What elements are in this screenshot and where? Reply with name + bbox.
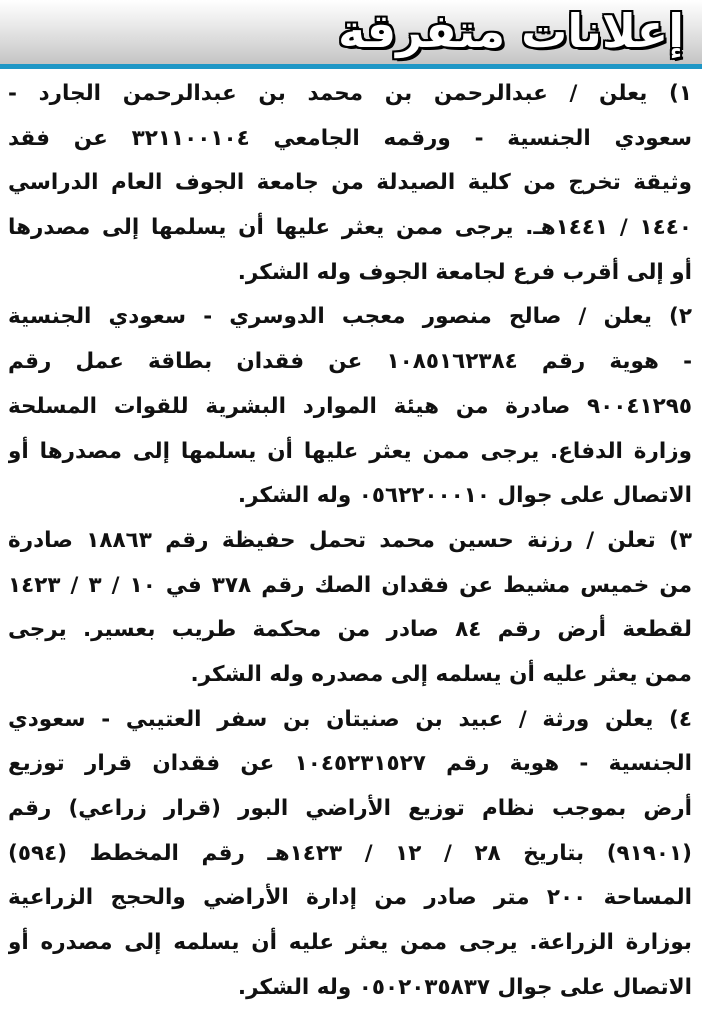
ad-line: ٩٠٠٤١٢٩٥ صادرة من هيئة الموارد البشرية للقوات المسلحة — [8, 393, 692, 419]
classified-ad-4 — [8, 698, 692, 1010]
ad-line: الاتصال على جوال ٠٥٦٢٢٠٠٠١٠ وله الشكر. — [237, 483, 692, 509]
ad-line: أو إلى أقرب فرع لجامعة الجوف وله الشكر. — [237, 259, 692, 285]
section-title: إعلانات متفرقة — [338, 4, 684, 58]
ad-line: سعودي الجنسية - ورقمه الجامعي ٣٢١١٠٠١٠٤ عن فقد — [8, 125, 692, 151]
ad-line: المساحة ٢٠٠ متر صادر من إدارة الأراضي والحجج الزراعية — [8, 885, 692, 911]
ad-line: (٩١٩٠١) بتاريخ ٢٨ / ١٢ / ١٤٢٣هـ رقم المخطط (٥٩٤) — [8, 840, 692, 866]
ad-line: لقطعة أرض رقم ٨٤ صادر من محكمة طريب بعسير. يرجى — [8, 617, 692, 643]
ad-line: ٤) يعلن ورثة / عبيد بن صنيتان بن سفر العتيبي - سعودي — [8, 706, 692, 732]
ad-line: ممن يعثر عليه أن يسلمه إلى مصدره وله الشكر. — [190, 661, 692, 687]
ad-line: بوزارة الزراعة. يرجى ممن يعثر عليه أن يسلمه إلى مصدره أو — [8, 930, 692, 956]
ad-line: الاتصال على جوال ٠٥٠٢٠٣٥٨٣٧ وله الشكر. — [237, 974, 692, 1000]
ad-line: ١٤٤٠ / ١٤٤١هـ. يرجى ممن يعثر عليها أن يسلمها إلى مصدرها — [8, 215, 692, 241]
ad-line: من خميس مشيط عن فقدان الصك رقم ٣٧٨ في ١٠ / ٣ / ١٤٢٣ — [8, 572, 692, 598]
section-header — [0, 0, 702, 64]
ad-line: أرض بموجب نظام توزيع الأراضي البور (قرار زراعي) رقم — [8, 796, 692, 821]
ad-line: وثيقة تخرج من كلية الصيدلة من جامعة الجوف العام الدراسي — [8, 170, 692, 196]
ad-line: ٣) تعلن / رزنة حسين محمد تحمل حفيظة رقم ١٨٨٦٣ صادرة — [8, 527, 692, 553]
ad-line: ١) يعلن / عبدالرحمن بن محمد بن عبدالرحمن الجارد - — [8, 81, 692, 106]
classified-ad-2 — [8, 295, 692, 518]
classified-ad-3 — [8, 519, 692, 698]
classified-ad-1 — [8, 72, 692, 295]
ad-line: - هوية رقم ١٠٨٥١٦٢٣٨٤ عن فقدان بطاقة عمل رقم — [8, 349, 692, 375]
classified-ads — [8, 72, 692, 1010]
ad-line: الجنسية - هوية رقم ١٠٤٥٢٣١٥٢٧ عن فقدان قرار توزيع — [8, 751, 692, 777]
ad-line: ٢) يعلن / صالح منصور معجب الدوسري - سعودي الجنسية — [8, 304, 692, 330]
header-divider — [0, 64, 702, 69]
ad-line: وزارة الدفاع. يرجى ممن يعثر عليها أن يسلمها إلى مصدرها أو — [8, 438, 692, 464]
